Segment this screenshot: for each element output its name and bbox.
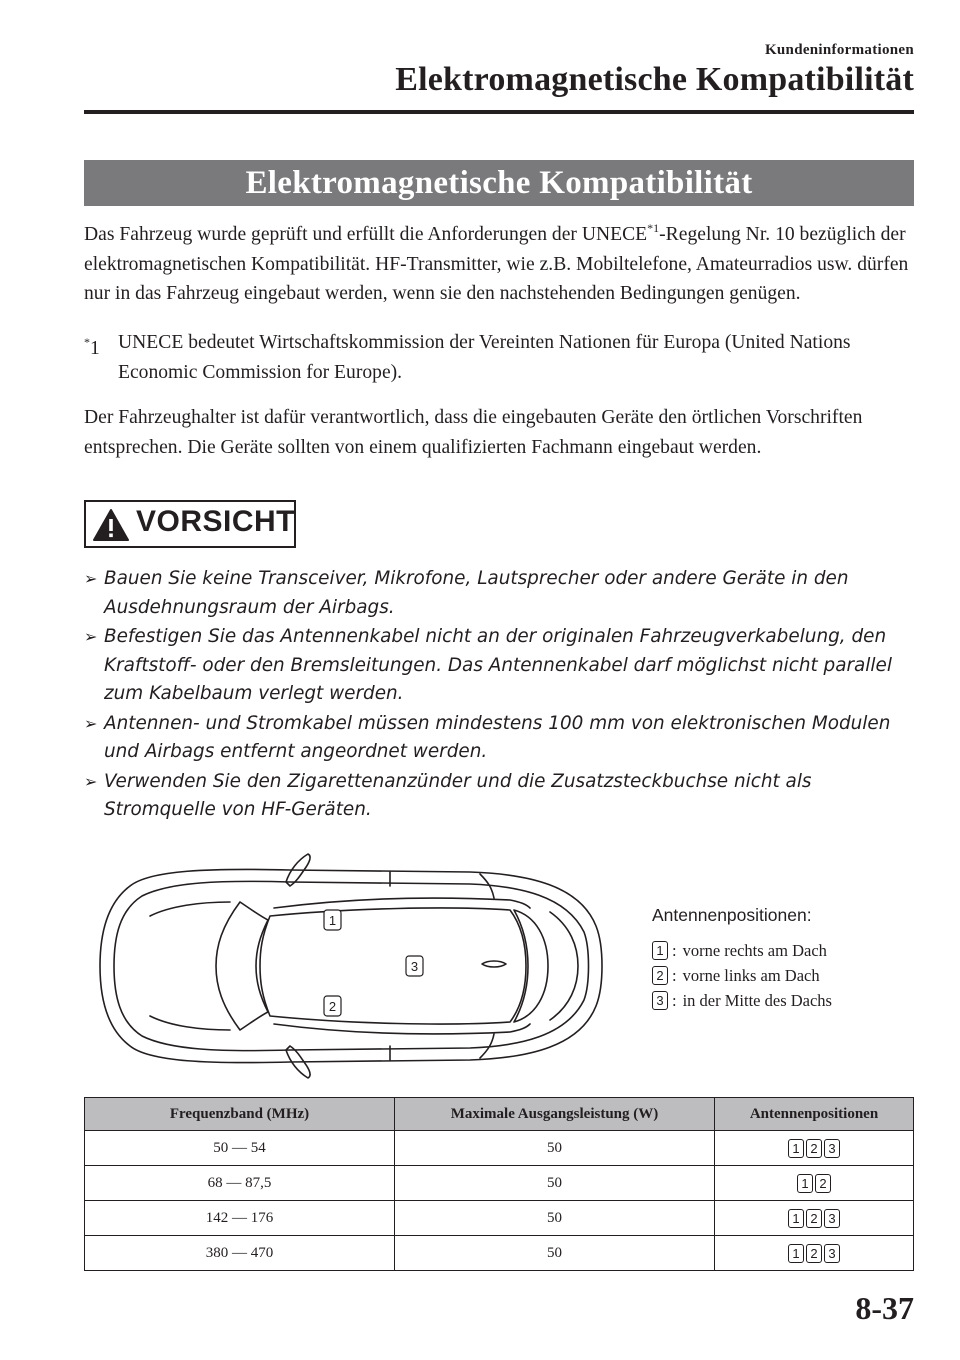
caution-item-text: Antennen- und Stromkabel müssen mindestens 100 mm von elektronischen Modulen und Airbags entfernt angeordnet werden. xyxy=(104,712,891,762)
antenna-marker-2 xyxy=(324,996,341,1016)
cell-power: 50 xyxy=(395,1131,715,1166)
table-row xyxy=(85,1131,914,1166)
intro-text-b: -Regelung Nr. 10 bezüglich der elektromagnetischen Kompatibilität. HF-Transmitter, wie z.B. Mobiltelefone, Amateurradios usw. dürfen nur in das Fahrzeug eingebaut werden, wenn sie den nachstehenden Bedingungen genügen. xyxy=(84,224,909,304)
caution-item-text: Verwenden Sie den Zigarettenanzünder und die Zusatzsteckbuchse nicht als Stromquelle von HF-Geräten. xyxy=(104,770,812,820)
table-row xyxy=(85,1166,914,1201)
cell-positions xyxy=(715,1201,914,1236)
column-header-positions: Antennenpositionen xyxy=(715,1098,914,1131)
legend-text: vorne rechts am Dach xyxy=(682,941,827,960)
cell-positions xyxy=(715,1236,914,1271)
position-number-badge: 1 xyxy=(788,1244,804,1263)
cell-band: 142 — 176 xyxy=(85,1201,395,1236)
position-number-badge: 1 xyxy=(652,941,668,960)
legend-item xyxy=(652,938,942,963)
position-number-badge: 3 xyxy=(824,1244,840,1263)
position-number-badge: 1 xyxy=(788,1139,804,1158)
page-number: 8-37 xyxy=(855,1290,914,1326)
legend-item xyxy=(652,963,942,988)
legend-separator: : xyxy=(672,991,677,1010)
legend-separator: : xyxy=(672,966,677,985)
antenna-marker-1 xyxy=(324,910,341,930)
position-number-badge: 2 xyxy=(815,1174,831,1193)
chapter-label: Kundeninformationen xyxy=(764,42,914,58)
running-header xyxy=(395,42,914,99)
legend-title: Antennenpositionen: xyxy=(652,905,812,925)
position-number-badge: 2 xyxy=(806,1139,822,1158)
intro-paragraph xyxy=(84,214,914,309)
arrow-bullet-icon: ➢ xyxy=(84,627,98,646)
intro-text-a: Das Fahrzeug wurde geprüft und erfüllt die Anforderungen der UNECE xyxy=(84,224,648,245)
caution-list xyxy=(84,565,914,826)
cell-positions xyxy=(715,1166,914,1201)
footnote-number: 1 xyxy=(90,338,100,359)
footnote-star: * xyxy=(84,335,90,349)
svg-text:1: 1 xyxy=(328,913,337,928)
table-header-row xyxy=(85,1098,914,1131)
footnote-marker xyxy=(84,328,100,364)
caution-item-text: Befestigen Sie das Antennenkabel nicht an der originalen Fahrzeugverkabelung, den Kraftstoff- oder den Bremsleitungen. Das Antennenkabel darf möglichst nicht parallel zum Kabelbaum verlegt werden. xyxy=(104,626,892,704)
cell-power: 50 xyxy=(395,1201,715,1236)
position-number-badge: 2 xyxy=(806,1209,822,1228)
position-number-badge: 1 xyxy=(797,1174,813,1193)
caution-item xyxy=(84,710,914,767)
position-number-badge: 2 xyxy=(806,1244,822,1263)
caution-item xyxy=(84,768,914,825)
frequency-table xyxy=(84,1097,914,1271)
position-number-badge: 1 xyxy=(788,1209,804,1228)
column-header-power: Maximale Ausgangsleistung (W) xyxy=(395,1098,715,1131)
caution-label: VORSICHT xyxy=(136,505,296,538)
position-number-badge: 3 xyxy=(652,991,668,1010)
svg-text:2: 2 xyxy=(328,999,337,1014)
antenna-legend xyxy=(652,905,942,1013)
footnote-ref: *1 xyxy=(647,221,660,235)
position-number-badge: 3 xyxy=(824,1209,840,1228)
caution-item-text: Bauen Sie keine Transceiver, Mikrofone, Lautsprecher oder andere Geräte in den Ausdehnungsraum der Airbags. xyxy=(104,568,849,618)
caution-item xyxy=(84,565,914,622)
legend-text: vorne links am Dach xyxy=(682,966,820,985)
owner-responsibility-paragraph: Der Fahrzeughalter ist dafür verantwortlich, dass die eingebauten Geräte den örtlichen Vorschriften entsprechen. Die Geräte sollten von einem qualifizierten Fachmann eingebaut werden. xyxy=(84,407,863,458)
legend-separator: : xyxy=(672,941,677,960)
position-number-badge: 3 xyxy=(824,1139,840,1158)
cell-positions xyxy=(715,1131,914,1166)
arrow-bullet-icon: ➢ xyxy=(84,771,98,791)
arrow-bullet-icon: ➢ xyxy=(84,569,98,588)
legend-item xyxy=(652,988,942,1013)
arrow-bullet-icon: ➢ xyxy=(84,713,98,733)
table-row xyxy=(85,1201,914,1236)
cell-power: 50 xyxy=(395,1236,715,1271)
antenna-marker-3 xyxy=(406,956,423,976)
cell-band: 50 — 54 xyxy=(85,1131,395,1166)
header-title: Elektromagnetische Kompatibilität xyxy=(395,61,914,98)
footnote xyxy=(84,328,914,387)
car-top-view-illustration xyxy=(90,846,610,1086)
column-header-band: Frequenzband (MHz) xyxy=(85,1098,395,1131)
position-number-badge: 2 xyxy=(652,966,668,985)
cell-band: 68 — 87,5 xyxy=(85,1166,395,1201)
footnote-text: UNECE bedeutet Wirtschaftskommission der Vereinten Nationen für Europa (United Nations Economic Commission for Europe). xyxy=(118,332,851,383)
svg-text:3: 3 xyxy=(410,959,419,974)
caution-item xyxy=(84,623,914,709)
cell-power: 50 xyxy=(395,1166,715,1201)
caution-label-box xyxy=(84,500,296,548)
cell-band: 380 — 470 xyxy=(85,1236,395,1271)
table-row xyxy=(85,1236,914,1271)
header-divider xyxy=(84,110,914,114)
warning-triangle-icon xyxy=(92,508,130,542)
section-title: Elektromagnetische Kompatibilität xyxy=(84,160,914,206)
legend-text: in der Mitte des Dachs xyxy=(682,991,832,1010)
